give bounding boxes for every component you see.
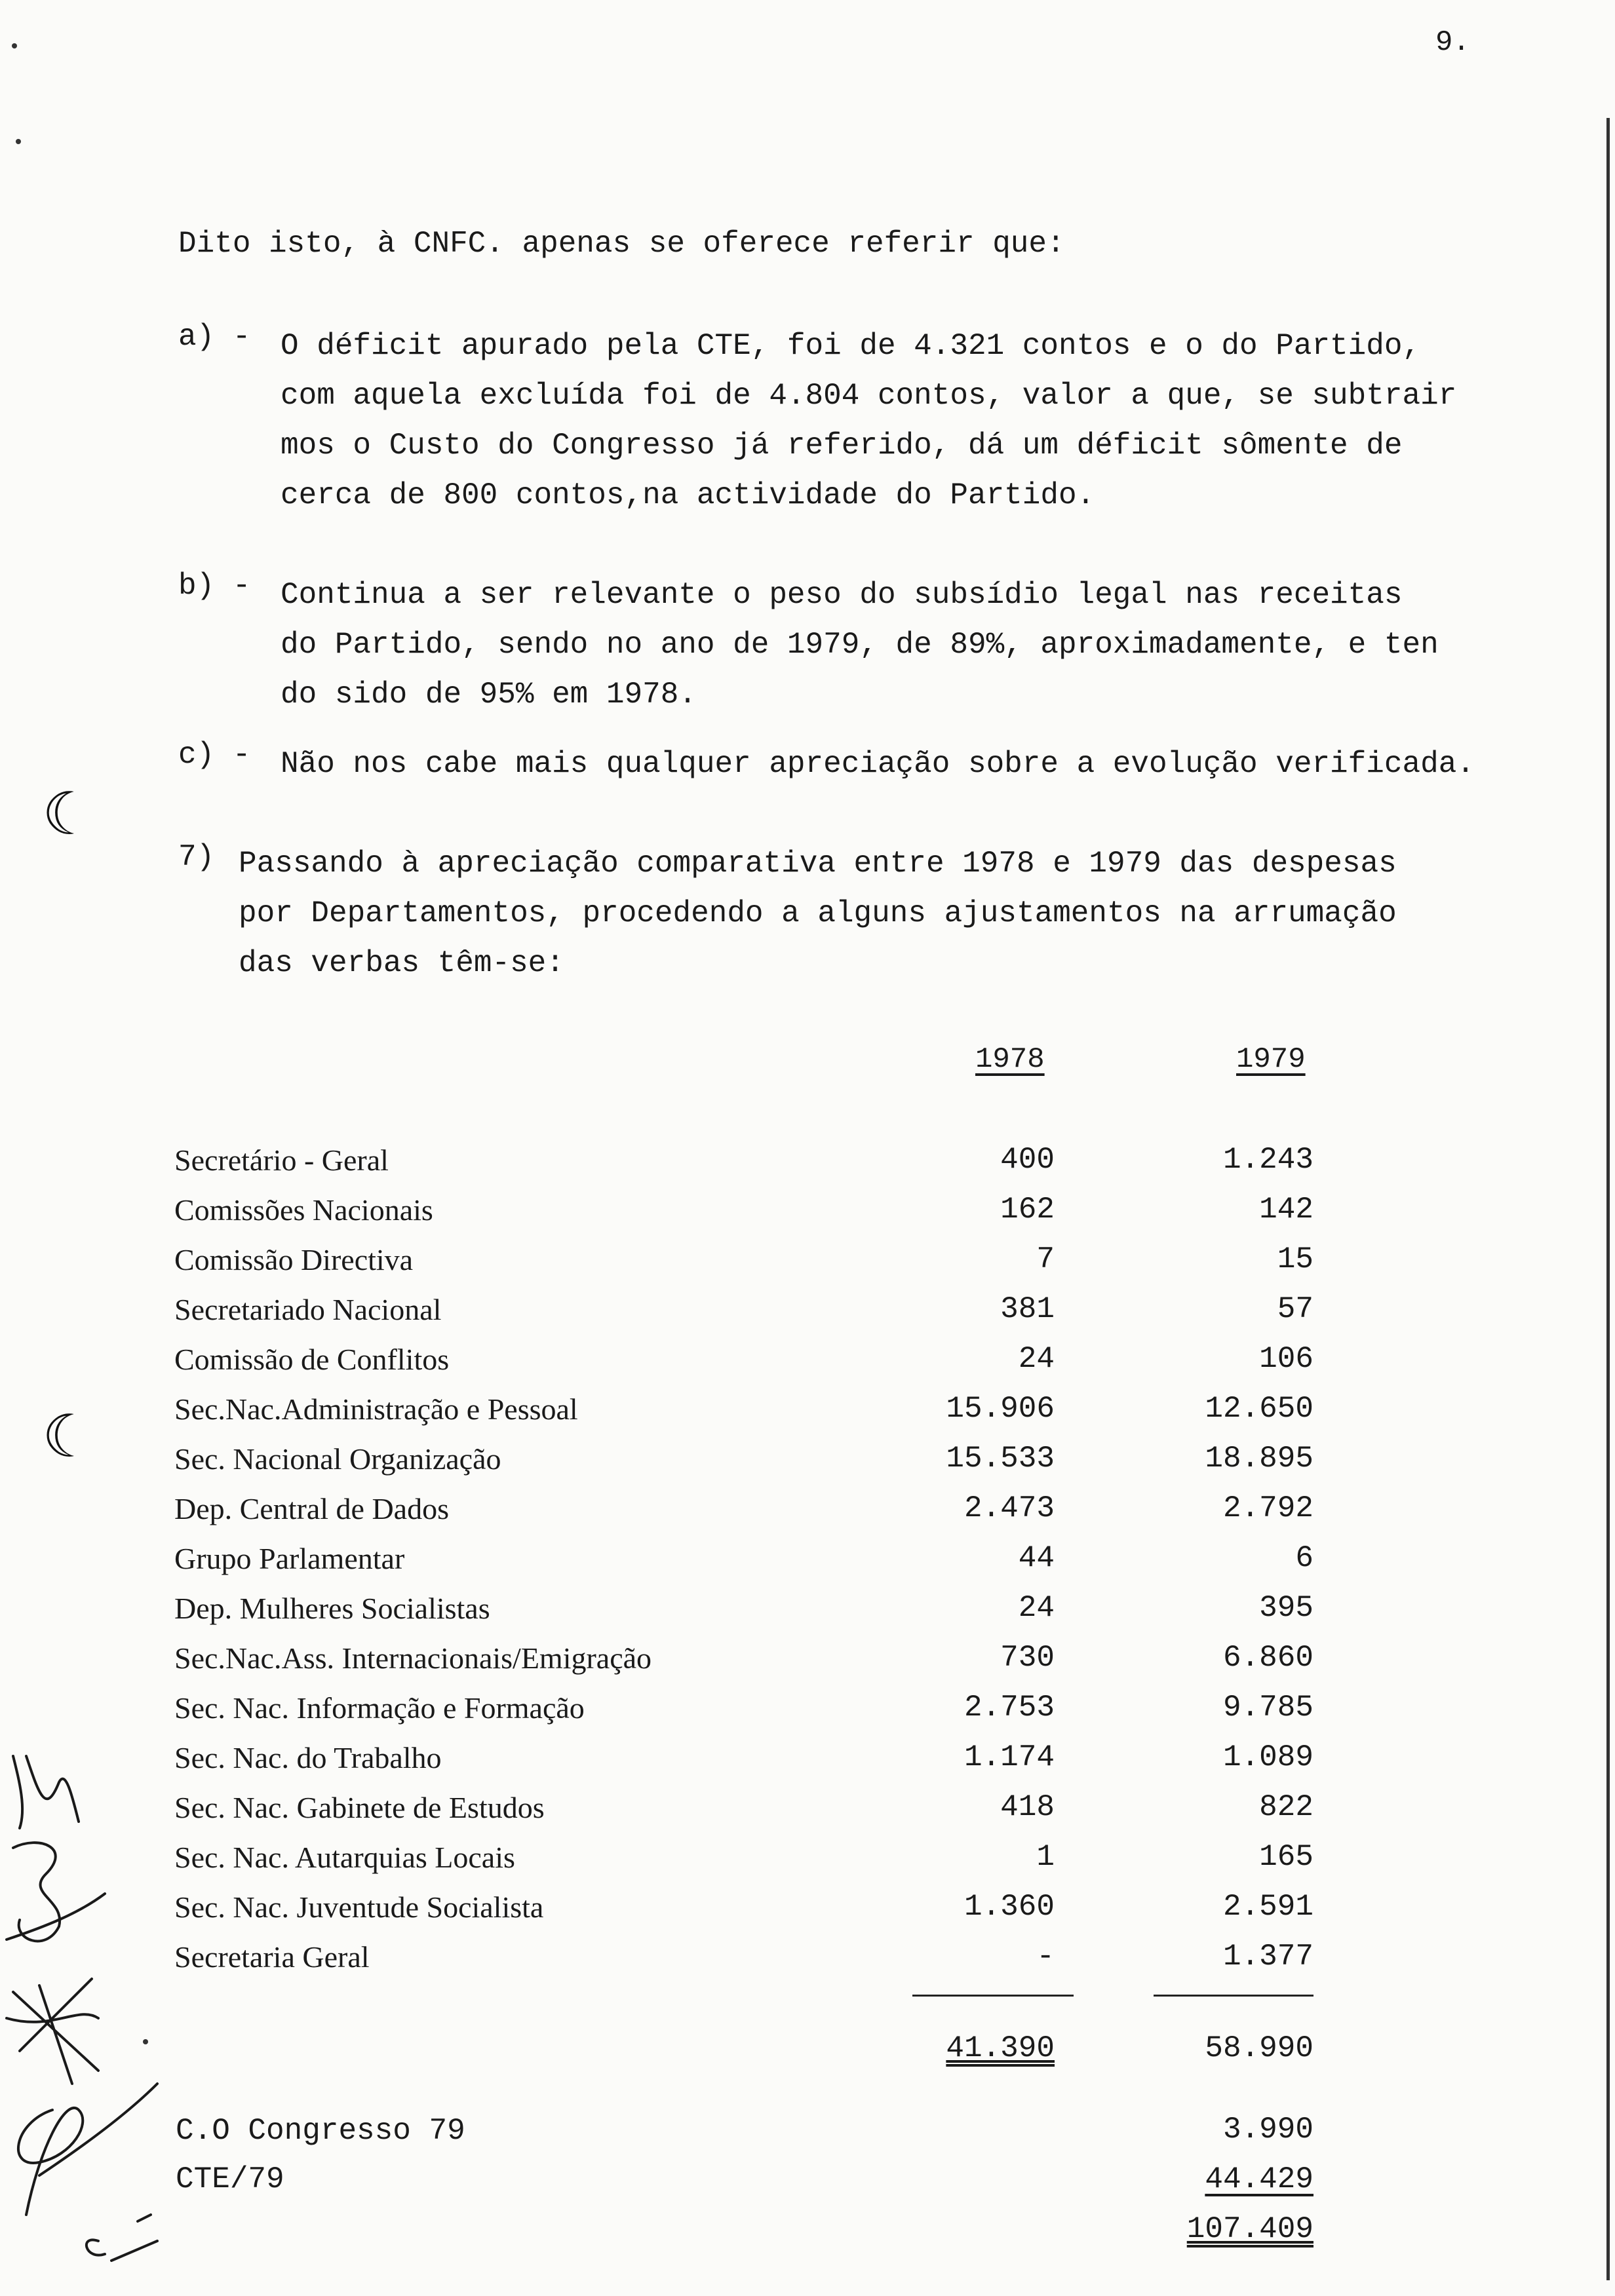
row-label: Sec. Nac. do Trabalho <box>174 1741 442 1774</box>
item-c-line-1: Não nos cabe mais qualquer apreciação sobre a evolução verificada. <box>281 747 1475 781</box>
handwritten-initials <box>0 1743 170 2280</box>
table-row <box>0 1491 1615 1541</box>
row-value-1978: 1 <box>1036 1840 1055 1874</box>
item-a-line-1: O déficit apurado pela CTE, foi de 4.321 contos e o do Partido, <box>281 329 1421 363</box>
row-value-1978: 400 <box>1000 1143 1055 1177</box>
row-value-1978: - <box>1036 1940 1055 1974</box>
row-label: Comissão de Conflitos <box>174 1343 450 1376</box>
table-row <box>0 1840 1615 1890</box>
row-value-1979: 15 <box>1277 1242 1313 1276</box>
table-row <box>0 1641 1615 1691</box>
subtotal-rule-1979 <box>1154 1995 1313 1997</box>
table-row <box>0 1790 1615 1840</box>
subtotal-rule-1978 <box>912 1995 1074 1997</box>
extra-congresso-label: C.O Congresso 79 <box>176 2114 465 2148</box>
row-label: Sec. Nac. Juventude Socialista <box>174 1890 544 1924</box>
row-label: Secretário - Geral <box>174 1143 389 1177</box>
row-value-1979: 165 <box>1259 1840 1313 1874</box>
row-label: Dep. Central de Dados <box>174 1492 449 1525</box>
total-1979: 58.990 <box>1205 2031 1313 2065</box>
table-row <box>0 1292 1615 1342</box>
row-value-1978: 15.533 <box>946 1442 1055 1476</box>
total-1978: 41.390 <box>946 2031 1055 2065</box>
table-row <box>0 1890 1615 1940</box>
item-a-line-2: com aquela excluída foi de 4.804 contos, valor a que, se subtrair <box>281 379 1457 413</box>
row-label: Comissões Nacionais <box>174 1193 433 1227</box>
row-label: Secretariado Nacional <box>174 1293 442 1326</box>
row-label: Sec. Nacional Organização <box>174 1442 501 1476</box>
extra-congresso-value: 3.990 <box>1222 2113 1313 2147</box>
table-row <box>0 1591 1615 1641</box>
row-value-1979: 12.650 <box>1205 1392 1313 1426</box>
item-c-label: c) - <box>178 738 251 772</box>
row-label: Dep. Mulheres Socialistas <box>174 1592 490 1625</box>
table-row <box>0 1691 1615 1740</box>
row-value-1979: 822 <box>1259 1790 1313 1824</box>
row-value-1978: 1.360 <box>963 1890 1055 1924</box>
row-value-1978: 15.906 <box>946 1392 1055 1426</box>
row-value-1979: 395 <box>1259 1591 1313 1625</box>
speck <box>12 43 17 48</box>
row-label: Grupo Parlamentar <box>174 1542 405 1575</box>
table-row <box>0 1392 1615 1442</box>
row-label: Sec.Nac.Ass. Internacionais/Emigração <box>174 1641 652 1675</box>
row-value-1979: 1.243 <box>1222 1143 1313 1177</box>
row-value-1978: 7 <box>1036 1242 1055 1276</box>
item-a-label: a) - <box>178 320 251 354</box>
row-value-1979: 1.089 <box>1222 1740 1313 1774</box>
table-row <box>0 1242 1615 1292</box>
row-value-1978: 2.753 <box>963 1691 1055 1725</box>
row-value-1978: 730 <box>1000 1641 1055 1675</box>
row-value-1978: 24 <box>1018 1591 1055 1625</box>
row-label: Sec. Nac. Gabinete de Estudos <box>174 1791 545 1824</box>
punch-hole-mark: ☾ <box>42 1402 95 1471</box>
table-row <box>0 1143 1615 1193</box>
item-b-line-1: Continua a ser relevante o peso do subsídio legal nas receitas <box>281 578 1403 612</box>
row-value-1978: 162 <box>1000 1193 1055 1227</box>
row-label: Secretaria Geral <box>174 1940 370 1974</box>
table-row <box>0 1442 1615 1491</box>
row-value-1979: 6.860 <box>1222 1641 1313 1675</box>
section-7-line-2: por Departamentos, procedendo a alguns ajustamentos na arrumação <box>239 896 1397 930</box>
punch-hole-mark: ☾ <box>42 780 95 849</box>
row-value-1979: 2.591 <box>1222 1890 1313 1924</box>
row-value-1978: 381 <box>1000 1292 1055 1326</box>
item-b-label: b) - <box>178 569 251 603</box>
intro-paragraph: Dito isto, à CNFC. apenas se oferece referir que: <box>178 227 1065 261</box>
row-value-1978: 24 <box>1018 1342 1055 1376</box>
item-b-line-2: do Partido, sendo no ano de 1979, de 89%, aproximadamente, e ten <box>281 628 1439 662</box>
table-row <box>0 1342 1615 1392</box>
item-b-line-3: do sido de 95% em 1978. <box>281 678 697 712</box>
row-value-1978: 44 <box>1018 1541 1055 1575</box>
row-value-1979: 106 <box>1259 1342 1313 1376</box>
section-7-line-3: das verbas têm-se: <box>239 946 564 980</box>
item-a-line-3: mos o Custo do Congresso já referido, dá um déficit sômente de <box>281 429 1403 463</box>
row-value-1979: 142 <box>1259 1193 1313 1227</box>
speck <box>16 139 21 144</box>
item-a-line-4: cerca de 800 contos,na actividade do Partido. <box>281 478 1095 512</box>
extra-cte-value: 44.429 <box>1205 2162 1313 2196</box>
row-value-1979: 18.895 <box>1205 1442 1313 1476</box>
row-value-1979: 1.377 <box>1222 1940 1313 1974</box>
row-value-1979: 57 <box>1277 1292 1313 1326</box>
grand-total: 107.409 <box>1186 2212 1313 2246</box>
table-row <box>0 1541 1615 1591</box>
table-row <box>0 1940 1615 1989</box>
row-value-1978: 418 <box>1000 1790 1055 1824</box>
row-value-1978: 2.473 <box>963 1491 1055 1525</box>
section-7-label: 7) <box>178 840 215 874</box>
row-value-1979: 9.785 <box>1222 1691 1313 1725</box>
section-7-line-1: Passando à apreciação comparativa entre 1978 e 1979 das despesas <box>239 847 1397 881</box>
row-label: Comissão Directiva <box>174 1243 414 1276</box>
row-value-1978: 1.174 <box>963 1740 1055 1774</box>
row-label: Sec. Nac. Informação e Formação <box>174 1691 585 1725</box>
row-label: Sec.Nac.Administração e Pessoal <box>174 1392 578 1426</box>
row-value-1979: 6 <box>1295 1541 1313 1575</box>
table-row <box>0 1740 1615 1790</box>
column-header-1978: 1978 <box>975 1043 1045 1076</box>
table-row <box>0 1193 1615 1242</box>
page-number: 9. <box>1435 26 1470 59</box>
row-value-1979: 2.792 <box>1222 1491 1313 1525</box>
row-label: Sec. Nac. Autarquias Locais <box>174 1841 515 1874</box>
column-header-1979: 1979 <box>1236 1043 1306 1076</box>
extra-cte-label: CTE/79 <box>176 2162 284 2196</box>
